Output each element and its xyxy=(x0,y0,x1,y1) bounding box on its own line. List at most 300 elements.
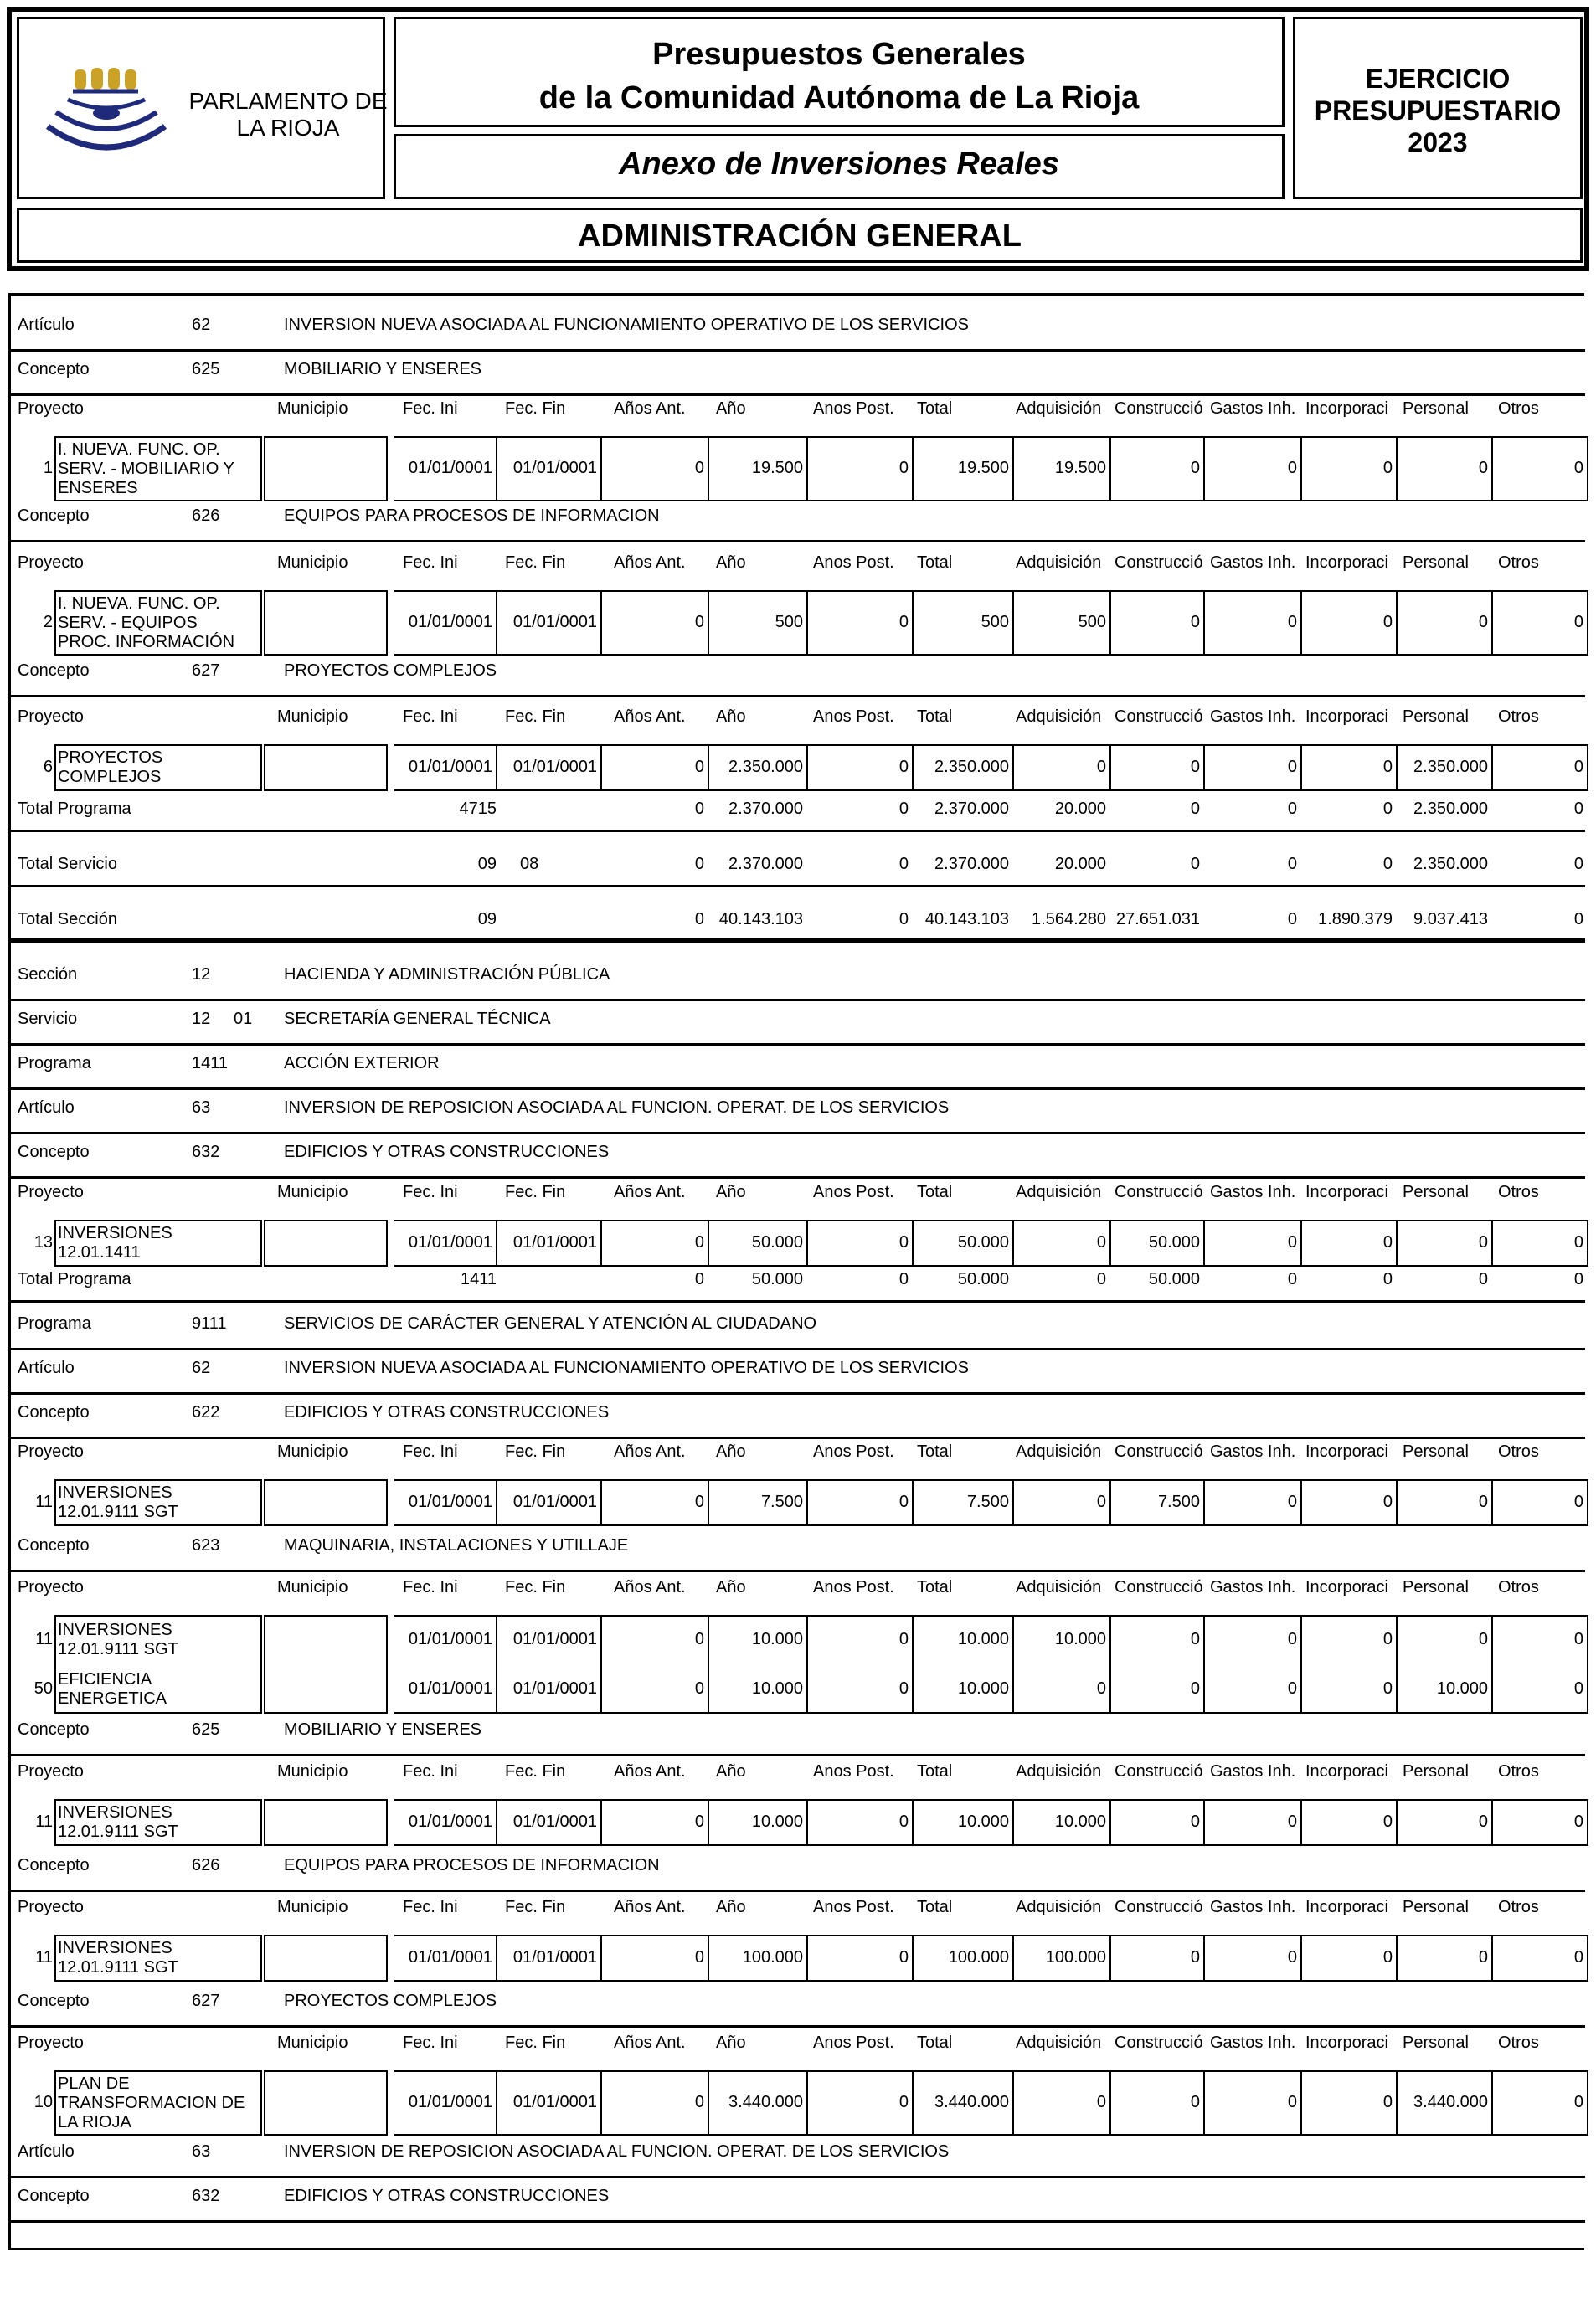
row-key: Concepto xyxy=(18,661,90,680)
project-number: 50 xyxy=(33,1679,53,1698)
project-value: 0 xyxy=(1287,1812,1297,1831)
row-separator xyxy=(11,540,1585,542)
column-header: Proyecto xyxy=(18,399,84,418)
project-value: 0 xyxy=(898,1493,909,1511)
project-name-line: 12.01.9111 SGT xyxy=(58,1639,178,1658)
total-row xyxy=(11,1270,1585,1295)
section-label-row xyxy=(11,965,1585,990)
project-value: 0 xyxy=(1382,459,1393,477)
column-header: Total xyxy=(917,1898,953,1916)
total-value: 2.350.000 xyxy=(1413,855,1488,873)
total-value: 9.037.413 xyxy=(1413,910,1488,928)
column-header: Años Ant. xyxy=(614,2034,686,2052)
row-key: Artículo xyxy=(18,1359,75,1377)
project-value: 0 xyxy=(1096,1233,1106,1252)
column-header: Incorporaci xyxy=(1305,1578,1388,1596)
project-value: 50.000 xyxy=(957,1233,1009,1252)
section-label-row xyxy=(11,2187,1585,2212)
project-value: 01/01/0001 xyxy=(512,1679,597,1698)
project-value: 0 xyxy=(1287,1679,1297,1698)
row-code: 625 xyxy=(192,1720,220,1739)
column-header: Año xyxy=(716,707,746,726)
row-separator xyxy=(11,1132,1585,1134)
column-header: Municipio xyxy=(277,707,348,726)
column-header: Personal xyxy=(1403,1183,1469,1201)
row-description: HACIENDA Y ADMINISTRACIÓN PÚBLICA xyxy=(284,965,610,984)
project-value: 0 xyxy=(1478,1948,1488,1967)
year-label-1: EJERCICIO xyxy=(1365,64,1511,94)
column-header: Años Ant. xyxy=(614,1898,686,1916)
project-value: 0 xyxy=(1478,1812,1488,1831)
project-name-line: LA RIOJA xyxy=(58,2112,131,2131)
project-number: 11 xyxy=(35,1948,53,1967)
column-header-row xyxy=(11,1183,1585,1208)
project-row xyxy=(11,1935,1585,1982)
project-name-line: COMPLEJOS xyxy=(58,768,162,786)
project-name-line: 12.01.9111 SGT xyxy=(58,1503,178,1521)
row-code: 62 xyxy=(192,1359,211,1377)
project-value: 0 xyxy=(1287,758,1297,776)
column-header: Adquisición xyxy=(1016,2034,1102,2052)
project-value: 50.000 xyxy=(1148,1233,1200,1252)
project-value: 0 xyxy=(1287,1948,1297,1967)
column-header: Años Ant. xyxy=(614,707,686,726)
project-value: 0 xyxy=(1573,1812,1583,1831)
parliament-name-line1: PARLAMENTO DE xyxy=(188,88,388,114)
project-value: 0 xyxy=(694,459,704,477)
project-value: 0 xyxy=(1096,1493,1106,1511)
row-description: INVERSION DE REPOSICION ASOCIADA AL FUNCION. OPERAT. DE LOS SERVICIOS xyxy=(284,2142,950,2161)
row-code: 63 xyxy=(192,1098,211,1117)
row-separator xyxy=(11,1754,1585,1756)
column-header: Otros xyxy=(1498,1183,1539,1201)
project-value: 0 xyxy=(1573,1679,1583,1698)
project-value: 2.350.000 xyxy=(1413,758,1488,776)
year-panel xyxy=(1293,17,1583,199)
project-value: 500 xyxy=(981,613,1009,631)
column-header: Construcció xyxy=(1115,1898,1203,1916)
fiscal-year xyxy=(1295,63,1580,158)
section-label-row xyxy=(11,506,1585,532)
project-value: 0 xyxy=(1573,1629,1583,1648)
column-header: Otros xyxy=(1498,707,1539,726)
row-key: Concepto xyxy=(18,506,90,525)
project-value: 0 xyxy=(898,613,909,631)
project-value: 01/01/0001 xyxy=(408,758,492,776)
project-value: 01/01/0001 xyxy=(408,2093,492,2111)
project-value: 0 xyxy=(1190,1629,1200,1648)
row-key: Artículo xyxy=(18,1098,75,1117)
project-name xyxy=(58,594,262,652)
row-separator xyxy=(11,1348,1585,1350)
column-header: Años Ant. xyxy=(614,1578,686,1596)
row-key: Concepto xyxy=(18,1992,90,2010)
row-description: PROYECTOS COMPLEJOS xyxy=(284,1992,497,2010)
column-header: Proyecto xyxy=(18,1898,84,1916)
project-name xyxy=(58,1803,262,1842)
project-name xyxy=(58,1483,262,1522)
row-description: INVERSION NUEVA ASOCIADA AL FUNCIONAMIENTO OPERATIVO DE LOS SERVICIOS xyxy=(284,1359,969,1377)
title-line1: Presupuestos Generales xyxy=(652,37,1026,72)
column-header: Anos Post. xyxy=(813,2034,894,2052)
parliament-name-line2: LA RIOJA xyxy=(236,115,340,141)
annex-title: Anexo de Inversiones Reales xyxy=(619,147,1059,182)
total-label: Total Servicio xyxy=(18,855,117,873)
column-header: Gastos Inh. xyxy=(1210,1183,1296,1201)
row-code: 627 xyxy=(192,661,220,680)
project-value: 0 xyxy=(1573,459,1583,477)
total-value: 0 xyxy=(1573,1270,1583,1288)
row-key: Programa xyxy=(18,1054,91,1072)
column-header: Años Ant. xyxy=(614,399,686,418)
project-value: 0 xyxy=(694,613,704,631)
project-number: 11 xyxy=(35,1812,53,1831)
project-value: 0 xyxy=(1096,1679,1106,1698)
column-header: Fec. Fin xyxy=(505,553,566,572)
total-value: 0 xyxy=(898,1270,909,1288)
column-header: Personal xyxy=(1403,1762,1469,1781)
row-separator xyxy=(11,1437,1585,1439)
total-value: 50.000 xyxy=(957,1270,1009,1288)
total-value: 2.370.000 xyxy=(728,800,803,818)
total-value: 0 xyxy=(1190,800,1200,818)
column-header: Fec. Ini xyxy=(403,1762,458,1781)
row-code: 12 xyxy=(192,1010,211,1028)
row-key: Programa xyxy=(18,1314,91,1333)
row-separator xyxy=(11,2220,1585,2223)
column-header: Incorporaci xyxy=(1305,1442,1388,1461)
project-name-line: EFICIENCIA xyxy=(58,1669,152,1689)
column-header: Adquisición xyxy=(1016,1898,1102,1916)
project-value: 3.440.000 xyxy=(1413,2093,1488,2111)
year-label-2: PRESUPUESTARIO xyxy=(1314,95,1562,126)
column-header: Total xyxy=(917,707,953,726)
column-header-row xyxy=(11,1898,1585,1923)
column-header: Año xyxy=(716,1442,746,1461)
column-header: Adquisición xyxy=(1016,1183,1102,1201)
project-value: 0 xyxy=(1096,2093,1106,2111)
project-name-line: PLAN DE xyxy=(58,2074,130,2093)
row-separator xyxy=(11,393,1585,396)
column-header: Proyecto xyxy=(18,707,84,726)
project-value: 0 xyxy=(1573,2093,1583,2111)
column-header: Proyecto xyxy=(18,553,84,572)
project-value: 0 xyxy=(1382,1679,1393,1698)
project-name-line: 12.01.9111 SGT xyxy=(58,1823,178,1841)
column-header: Años Ant. xyxy=(614,553,686,572)
row-description: EQUIPOS PARA PROCESOS DE INFORMACION xyxy=(284,506,660,525)
total-value: 0 xyxy=(1382,855,1393,873)
annex-panel xyxy=(394,134,1285,199)
row-separator xyxy=(11,1890,1585,1892)
section-label-row xyxy=(11,1720,1585,1746)
project-value: 0 xyxy=(694,2093,704,2111)
project-value: 01/01/0001 xyxy=(512,1493,597,1511)
project-value: 7.500 xyxy=(1157,1493,1200,1511)
column-header: Adquisición xyxy=(1016,399,1102,418)
row-code: 626 xyxy=(192,506,220,525)
total-value: 0 xyxy=(1096,1270,1106,1288)
column-header: Anos Post. xyxy=(813,1183,894,1201)
total-separator xyxy=(11,1300,1585,1303)
column-header: Fec. Fin xyxy=(505,1898,566,1916)
total-row xyxy=(11,910,1585,935)
project-row xyxy=(11,1615,1585,1714)
table-cell xyxy=(264,436,388,501)
table-cell xyxy=(264,1220,388,1267)
table-cell xyxy=(264,744,388,791)
project-name-line: PROYECTOS xyxy=(58,748,163,767)
table-cell xyxy=(264,590,388,656)
row-key: Artículo xyxy=(18,2142,75,2161)
total-value: 40.143.103 xyxy=(924,910,1009,928)
total-value: 0 xyxy=(1287,910,1297,928)
column-header: Total xyxy=(917,1762,953,1781)
project-value: 10.000 xyxy=(1054,1812,1106,1831)
column-header: Municipio xyxy=(277,553,348,572)
total-value: 0 xyxy=(694,855,704,873)
total-value: 2.370.000 xyxy=(728,855,803,873)
column-header: Municipio xyxy=(277,2034,348,2052)
project-name-line: INVERSIONES xyxy=(58,1620,172,1639)
column-header: Proyecto xyxy=(18,2034,84,2052)
column-header: Municipio xyxy=(277,1578,348,1596)
project-value: 0 xyxy=(898,1948,909,1967)
project-value: 01/01/0001 xyxy=(512,459,597,477)
column-header: Adquisición xyxy=(1016,553,1102,572)
project-name xyxy=(58,2075,262,2132)
column-header: Total xyxy=(917,1578,953,1596)
total-value: 1.564.280 xyxy=(1032,910,1106,928)
project-value: 0 xyxy=(1287,1493,1297,1511)
project-value: 10.000 xyxy=(751,1812,803,1831)
project-value: 2.350.000 xyxy=(934,758,1009,776)
column-header: Personal xyxy=(1403,1898,1469,1916)
project-value: 0 xyxy=(1287,2093,1297,2111)
project-value: 0 xyxy=(1190,1948,1200,1967)
column-header: Año xyxy=(716,399,746,418)
project-value: 0 xyxy=(1478,613,1488,631)
project-number: 11 xyxy=(35,1493,53,1511)
project-value: 0 xyxy=(1382,1812,1393,1831)
project-value: 01/01/0001 xyxy=(408,613,492,631)
project-value: 10.000 xyxy=(751,1679,803,1698)
project-value: 0 xyxy=(694,1629,704,1648)
project-row xyxy=(11,2070,1585,2136)
row-description: MAQUINARIA, INSTALACIONES Y UTILLAJE xyxy=(284,1536,629,1555)
column-header: Otros xyxy=(1498,553,1539,572)
column-header: Fec. Fin xyxy=(505,1578,566,1596)
project-name-line: SERV. - EQUIPOS xyxy=(58,613,198,632)
total-value: 40.143.103 xyxy=(718,910,803,928)
project-value: 0 xyxy=(1382,613,1393,631)
column-header: Construcció xyxy=(1115,1578,1203,1596)
project-name xyxy=(58,1670,262,1709)
total-value: 0 xyxy=(1190,855,1200,873)
section-label-row xyxy=(11,1359,1585,1384)
project-value: 0 xyxy=(1478,459,1488,477)
row-code: 62 xyxy=(192,316,211,334)
investments-table xyxy=(8,293,1584,2250)
column-header: Año xyxy=(716,2034,746,2052)
total-value: 50.000 xyxy=(751,1270,803,1288)
total-separator xyxy=(11,830,1585,832)
row-description: SECRETARÍA GENERAL TÉCNICA xyxy=(284,1010,551,1028)
row-code: 626 xyxy=(192,1856,220,1874)
row-separator xyxy=(11,695,1585,697)
section-label-row xyxy=(11,2142,1585,2167)
document-title xyxy=(396,33,1282,120)
project-value: 0 xyxy=(1382,2093,1393,2111)
row-description: ACCIÓN EXTERIOR xyxy=(284,1054,440,1072)
row-key: Servicio xyxy=(18,1010,78,1028)
column-header: Fec. Fin xyxy=(505,2034,566,2052)
project-value: 0 xyxy=(694,1812,704,1831)
row-separator xyxy=(11,1087,1585,1090)
project-value: 0 xyxy=(898,459,909,477)
column-header: Construcció xyxy=(1115,1762,1203,1781)
project-row xyxy=(11,436,1585,501)
section-label-row xyxy=(11,1010,1585,1035)
row-code: 632 xyxy=(192,2187,220,2205)
column-header: Incorporaci xyxy=(1305,1898,1388,1916)
total-value: 1.890.379 xyxy=(1318,910,1393,928)
column-header: Anos Post. xyxy=(813,1762,894,1781)
row-description: EDIFICIOS Y OTRAS CONSTRUCCIONES xyxy=(284,1403,610,1422)
section-label-row xyxy=(11,1314,1585,1339)
total-value: 0 xyxy=(1382,1270,1393,1288)
row-description: SERVICIOS DE CARÁCTER GENERAL Y ATENCIÓN AL CIUDADANO xyxy=(284,1314,817,1333)
project-row xyxy=(11,1799,1585,1846)
column-header: Otros xyxy=(1498,1762,1539,1781)
project-value: 0 xyxy=(1573,1493,1583,1511)
project-value: 100.000 xyxy=(948,1948,1009,1967)
project-name-line: ENERGETICA xyxy=(58,1689,167,1708)
project-value: 0 xyxy=(1287,1629,1297,1648)
row-key: Concepto xyxy=(18,1536,90,1555)
total-value: 0 xyxy=(1287,855,1297,873)
project-value: 0 xyxy=(1382,1629,1393,1648)
column-header: Personal xyxy=(1403,2034,1469,2052)
total-value: 0 xyxy=(1287,1270,1297,1288)
parliament-name xyxy=(183,88,393,141)
total-label: Total Programa xyxy=(18,800,131,818)
column-header: Gastos Inh. xyxy=(1210,399,1296,418)
column-header: Fec. Fin xyxy=(505,707,566,726)
column-header: Proyecto xyxy=(18,1183,84,1201)
column-header: Proyecto xyxy=(18,1442,84,1461)
project-name xyxy=(58,1939,262,1977)
column-header: Fec. Ini xyxy=(403,707,458,726)
column-header: Anos Post. xyxy=(813,1578,894,1596)
column-header: Construcció xyxy=(1115,1183,1203,1201)
column-header: Años Ant. xyxy=(614,1442,686,1461)
total-value: 0 xyxy=(694,800,704,818)
project-name-line: 12.01.1411 xyxy=(58,1243,141,1262)
column-header: Personal xyxy=(1403,1578,1469,1596)
column-header-row xyxy=(11,707,1585,733)
row-key: Concepto xyxy=(18,2187,90,2205)
project-value: 0 xyxy=(898,1679,909,1698)
section-label-row xyxy=(11,1143,1585,1168)
column-header: Gastos Inh. xyxy=(1210,1762,1296,1781)
project-name-line: 12.01.9111 SGT xyxy=(58,1958,178,1977)
table-cell xyxy=(264,1799,388,1846)
column-header: Año xyxy=(716,553,746,572)
table-cell xyxy=(264,1935,388,1982)
logo-panel xyxy=(17,17,388,199)
project-value: 0 xyxy=(1478,1493,1488,1511)
total-value: 0 xyxy=(694,910,704,928)
project-value: 01/01/0001 xyxy=(512,1812,597,1831)
column-header: Total xyxy=(917,1183,953,1201)
column-header: Fec. Fin xyxy=(505,1442,566,1461)
project-value: 0 xyxy=(1573,1948,1583,1967)
column-header: Construcció xyxy=(1115,2034,1203,2052)
project-value: 19.500 xyxy=(751,459,803,477)
column-header: Incorporaci xyxy=(1305,399,1388,418)
total-separator xyxy=(11,885,1585,887)
row-description: PROYECTOS COMPLEJOS xyxy=(284,661,497,680)
column-header: Gastos Inh. xyxy=(1210,553,1296,572)
project-value: 10.000 xyxy=(1054,1629,1106,1648)
row-code: 9111 xyxy=(192,1314,227,1333)
column-header: Incorporaci xyxy=(1305,707,1388,726)
column-header-row xyxy=(11,1578,1585,1603)
column-header: Otros xyxy=(1498,2034,1539,2052)
project-value: 0 xyxy=(1287,1233,1297,1252)
column-header: Incorporaci xyxy=(1305,2034,1388,2052)
section-label-row xyxy=(11,316,1585,341)
project-value: 50.000 xyxy=(751,1233,803,1252)
column-header: Construcció xyxy=(1115,707,1203,726)
row-key: Concepto xyxy=(18,1720,90,1739)
column-header: Otros xyxy=(1498,399,1539,418)
row-separator xyxy=(11,999,1585,1001)
project-value: 01/01/0001 xyxy=(512,1948,597,1967)
project-value: 0 xyxy=(1190,1679,1200,1698)
project-name-line: ENSERES xyxy=(58,478,138,497)
section-label-row xyxy=(11,1403,1585,1428)
row-description: EQUIPOS PARA PROCESOS DE INFORMACION xyxy=(284,1856,660,1874)
project-value: 0 xyxy=(1287,613,1297,631)
project-value: 0 xyxy=(1573,613,1583,631)
project-value: 10.000 xyxy=(957,1812,1009,1831)
column-header: Fec. Ini xyxy=(403,1578,458,1596)
project-number: 6 xyxy=(43,758,53,776)
project-name-line: I. NUEVA. FUNC. OP. xyxy=(58,594,220,613)
row-code: 12 xyxy=(192,965,211,984)
project-value: 10.000 xyxy=(1436,1679,1488,1698)
column-header: Personal xyxy=(1403,1442,1469,1461)
total-row xyxy=(11,800,1585,825)
column-header: Total xyxy=(917,399,953,418)
column-header: Fec. Ini xyxy=(403,1898,458,1916)
column-header-row xyxy=(11,1442,1585,1468)
total-value: 0 xyxy=(1573,800,1583,818)
total-value: 2.370.000 xyxy=(934,800,1009,818)
project-row xyxy=(11,1479,1585,1526)
project-value: 10.000 xyxy=(957,1629,1009,1648)
project-value: 0 xyxy=(898,1233,909,1252)
project-number: 2 xyxy=(43,613,53,631)
row-code: 622 xyxy=(192,1403,220,1422)
row-code: 63 xyxy=(192,2142,211,2161)
row-key: Concepto xyxy=(18,1143,90,1161)
total-code2: 08 xyxy=(520,855,539,873)
total-code: 09 xyxy=(477,855,497,873)
row-code: 625 xyxy=(192,360,220,378)
